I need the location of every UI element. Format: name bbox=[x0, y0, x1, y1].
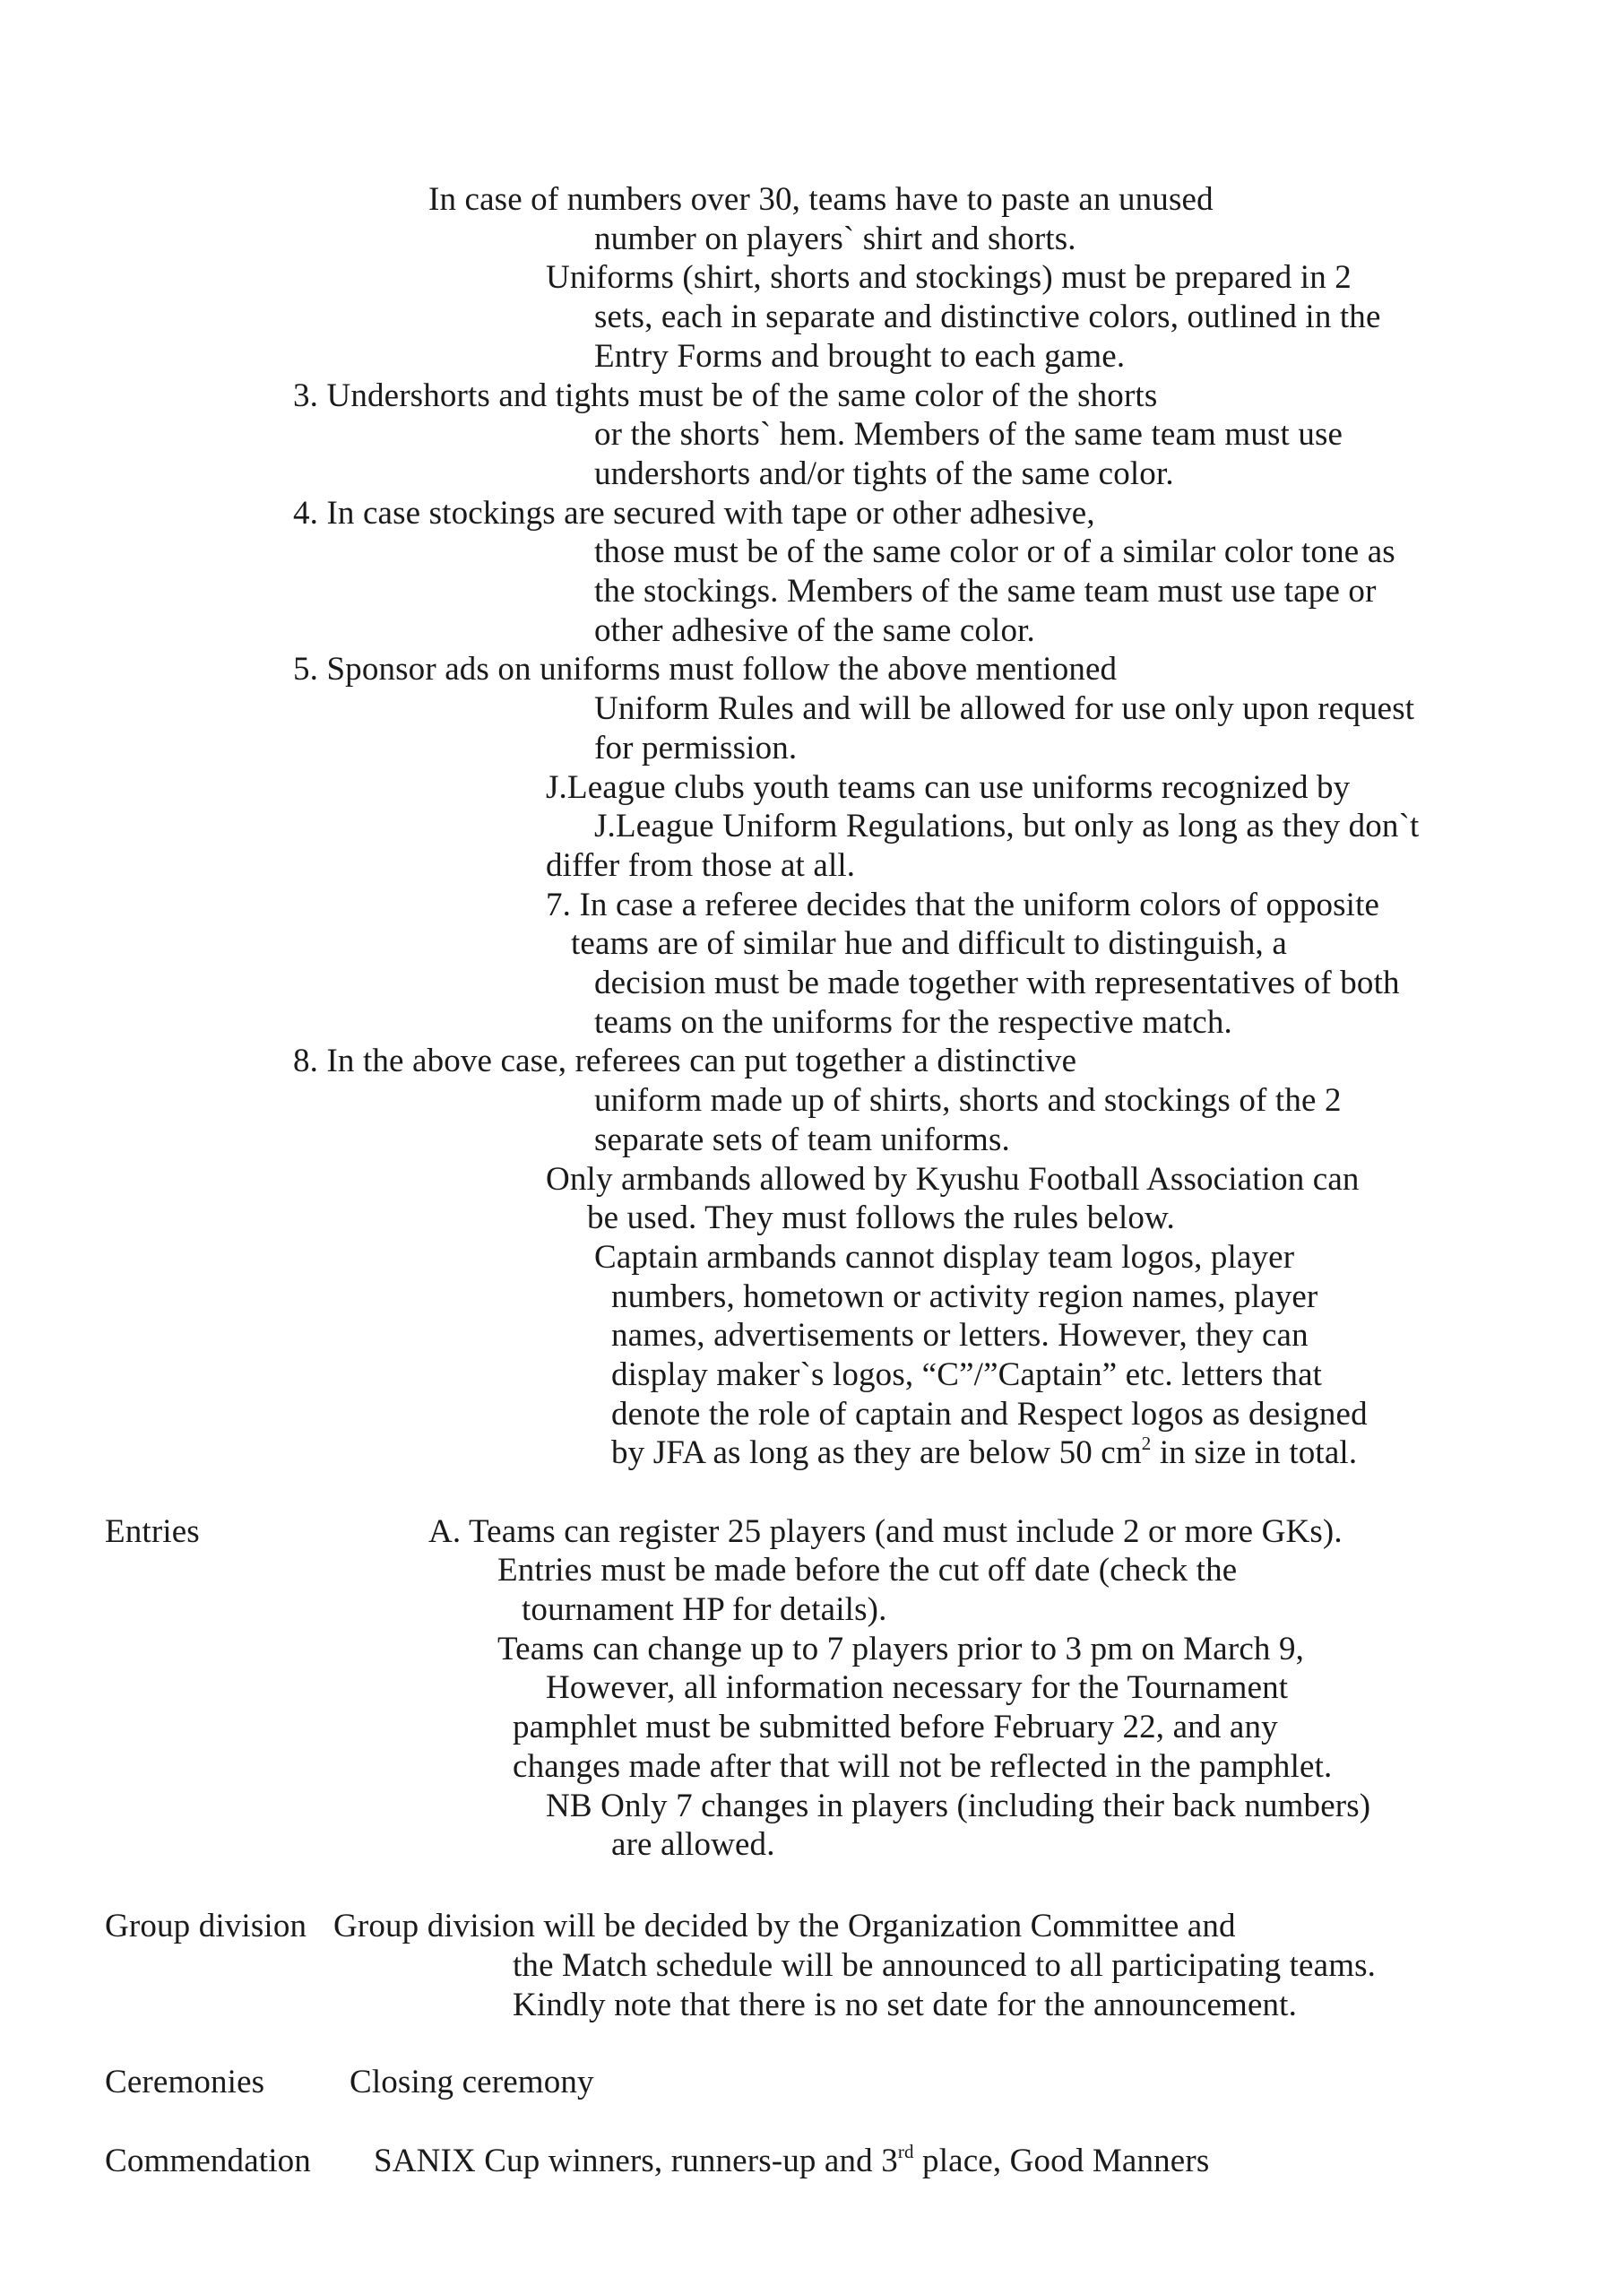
text-line: changes made after that will not be reflected in the pamphlet. bbox=[513, 1748, 1333, 1785]
text-line: However, all information necessary for the Tournament bbox=[546, 1669, 1289, 1706]
rule-item-4: 4. In case stockings are secured with tape or other adhesive, bbox=[293, 495, 1095, 532]
text-line: names, advertisements or letters. However, they can bbox=[611, 1317, 1309, 1354]
rule-item-8: 8. In the above case, referees can put together a distinctive bbox=[293, 1043, 1077, 1079]
text-line: teams are of similar hue and difficult to distinguish, a bbox=[571, 925, 1287, 962]
ceremonies-value: Closing ceremony bbox=[350, 2064, 594, 2100]
rule-item-3: 3. Undershorts and tights must be of the same color of the shorts bbox=[293, 377, 1158, 414]
text-line: Uniforms (shirt, shorts and stockings) must be prepared in 2 bbox=[546, 259, 1352, 296]
text-line: the stockings. Members of the same team must use tape or bbox=[594, 573, 1377, 610]
superscript: rd bbox=[897, 2141, 914, 2162]
text-line: or the shorts` hem. Members of the same team must use bbox=[594, 416, 1343, 453]
text-line: Entries must be made before the cut off date (check the bbox=[497, 1552, 1238, 1589]
commendation-value bbox=[374, 2141, 1210, 2179]
text-line: Group division will be decided by the Organization Committee and bbox=[333, 1908, 1236, 1944]
section-label-ceremonies: Ceremonies bbox=[105, 2064, 265, 2100]
text-line: those must be of the same color or of a similar color tone as bbox=[594, 533, 1395, 570]
text-line: be used. They must follows the rules below. bbox=[587, 1199, 1175, 1236]
rule-item-5: 5. Sponsor ads on uniforms must follow the above mentioned bbox=[293, 651, 1118, 688]
text-line: teams on the uniforms for the respective match. bbox=[594, 1004, 1232, 1041]
text-line: undershorts and/or tights of the same color. bbox=[594, 455, 1174, 492]
text-line: the Match schedule will be announced to all participating teams. bbox=[513, 1947, 1377, 1984]
text-line: other adhesive of the same color. bbox=[594, 612, 1035, 649]
text-line: sets, each in separate and distinctive colors, outlined in the bbox=[594, 299, 1381, 335]
text-line bbox=[611, 1433, 1358, 1471]
rule-item-9: Only armbands allowed by Kyushu Football Association can bbox=[546, 1161, 1360, 1198]
text-line: decision must be made together with representatives of both bbox=[594, 965, 1400, 1001]
text-line: uniform made up of shirts, shorts and stockings of the 2 bbox=[594, 1082, 1342, 1119]
text-line: denote the role of captain and Respect logos as designed bbox=[611, 1396, 1368, 1433]
text-line: In case of numbers over 30, teams have to paste an unused bbox=[428, 181, 1214, 218]
text-span: place, Good Manners bbox=[913, 2143, 1210, 2179]
text-line: Teams can change up to 7 players prior to 3 pm on March 9, bbox=[497, 1631, 1305, 1667]
section-label-group-division: Group division bbox=[105, 1908, 307, 1944]
text-span: in size in total. bbox=[1151, 1434, 1358, 1471]
text-line: A. Teams can register 25 players (and must include 2 or more GKs). bbox=[428, 1513, 1343, 1550]
text-line: pamphlet must be submitted before February 22, and any bbox=[513, 1709, 1278, 1745]
text-span: SANIX Cup winners, runners-up and 3 bbox=[374, 2143, 898, 2179]
text-span: by JFA as long as they are below 50 cm bbox=[611, 1434, 1142, 1471]
text-line: tournament HP for details). bbox=[522, 1591, 887, 1628]
rule-item-6: J.League clubs youth teams can use uniforms recognized by bbox=[546, 769, 1351, 806]
text-line: for permission. bbox=[594, 730, 798, 766]
section-label-entries: Entries bbox=[105, 1513, 200, 1550]
rule-item-7: 7. In case a referee decides that the uniform colors of opposite bbox=[546, 887, 1380, 923]
text-line: Kindly note that there is no set date for the announcement. bbox=[513, 1987, 1298, 2023]
text-line: Captain armbands cannot display team logos, player bbox=[594, 1239, 1295, 1276]
text-line: NB Only 7 changes in players (including their back numbers) bbox=[546, 1788, 1371, 1824]
text-line: display maker`s logos, “C”/”Captain” etc. letters that bbox=[611, 1356, 1323, 1393]
text-line: separate sets of team uniforms. bbox=[594, 1122, 1010, 1158]
text-line: Uniform Rules and will be allowed for use only upon request bbox=[594, 690, 1415, 727]
section-label-commendation: Commendation bbox=[105, 2143, 311, 2179]
text-line: Entry Forms and brought to each game. bbox=[594, 338, 1126, 375]
superscript: 2 bbox=[1141, 1433, 1152, 1454]
text-line: J.League Uniform Regulations, but only as long as they don`t bbox=[594, 808, 1420, 844]
text-line: are allowed. bbox=[611, 1826, 775, 1863]
text-line: differ from those at all. bbox=[546, 847, 856, 884]
text-line: number on players` shirt and shorts. bbox=[594, 221, 1076, 257]
text-line: numbers, hometown or activity region names, player bbox=[611, 1278, 1318, 1315]
